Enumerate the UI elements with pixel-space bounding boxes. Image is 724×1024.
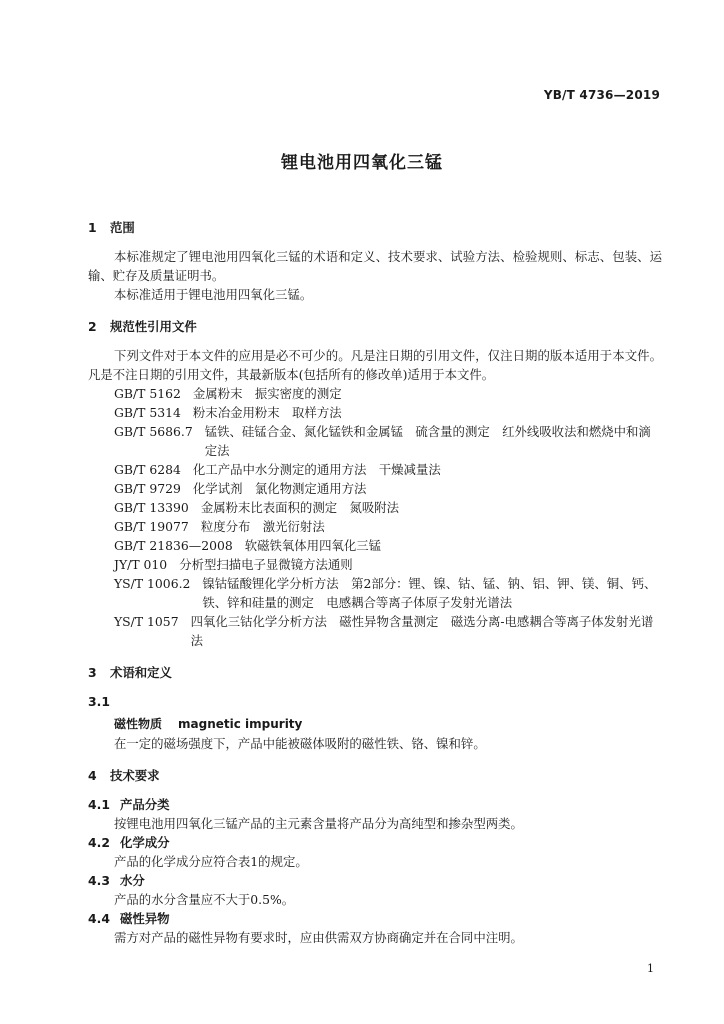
reference-title: 四氧化三钴化学分析方法 磁性异物含量测定 磁选分离-电感耦合等离子体发射光谱法: [190, 614, 654, 648]
section-number: 1: [88, 220, 97, 235]
subsection-title: 磁性异物: [120, 911, 170, 926]
reference-title: 粒度分布 激光衍射法: [200, 519, 325, 534]
reference-item: [88, 555, 662, 574]
section-title: 技术要求: [110, 768, 160, 783]
document-body: [88, 218, 662, 947]
paragraph: 产品的化学成分应符合表1的规定。: [114, 854, 308, 869]
subsection-title: 产品分类: [120, 797, 170, 812]
section-1-heading: [88, 218, 662, 237]
reference-item: [88, 479, 662, 498]
section-4-heading: [88, 766, 662, 785]
reference-code: JY/T 010: [114, 557, 168, 572]
subsection-heading: [88, 909, 662, 928]
reference-title: 粉末冶金用粉末 取样方法: [192, 405, 342, 420]
document-title: 锂电池用四氧化三锰: [281, 153, 443, 173]
section-title: 规范性引用文件: [110, 319, 197, 334]
reference-code: YS/T 1057: [114, 614, 179, 629]
reference-code: GB/T 19077: [114, 519, 189, 534]
section-3-heading: [88, 663, 662, 682]
reference-code: GB/T 21836—2008: [114, 538, 233, 553]
standard-code: YB/T 4736—2019: [543, 88, 660, 102]
paragraph: 下列文件对于本文件的应用是必不可少的。凡是注日期的引用文件，仅注日期的版本适用于本文件。凡是不注日期的引用文件，其最新版本(包括所有的修改单)适用于本文件。: [88, 348, 662, 382]
paragraph: 产品的水分含量应不大于0.5%。: [114, 892, 295, 907]
subsection-title: 水分: [120, 873, 145, 888]
reference-item: [88, 612, 662, 650]
reference-code: GB/T 5686.7: [114, 424, 193, 439]
reference-code: GB/T 5162: [114, 386, 181, 401]
reference-title: 锰铁、硅锰合金、氮化锰铁和金属锰 硫含量的测定 红外线吸收法和燃烧中和滴定法: [204, 424, 651, 458]
subsection-number: 3.1: [88, 694, 110, 709]
reference-title: 化学试剂 氯化物测定通用方法: [192, 481, 367, 496]
reference-title: 金属粉末比表面积的测定 氮吸附法: [200, 500, 400, 515]
term-english: magnetic impurity: [178, 717, 303, 731]
reference-title: 软磁铁氧体用四氧化三锰: [244, 538, 382, 553]
subsection-heading: [88, 833, 662, 852]
paragraph: 按锂电池用四氧化三锰产品的主元素含量将产品分为高纯型和掺杂型两类。: [114, 816, 523, 831]
reference-code: GB/T 9729: [114, 481, 181, 496]
reference-title: 镍钴锰酸锂化学分析方法 第2部分：锂、镍、钴、锰、钠、铝、钾、镁、铜、钙、铁、锌和硅量的测定 电感耦合等离子体原子发射光谱法: [202, 576, 657, 610]
reference-code: GB/T 6284: [114, 462, 181, 477]
term-definition: 在一定的磁场强度下，产品中能被磁体吸附的磁性铁、铬、镍和锌。: [114, 736, 486, 751]
reference-code: YS/T 1006.2: [114, 576, 191, 591]
subsection-number: 4.2: [88, 835, 110, 850]
reference-title: 金属粉末 振实密度的测定: [192, 386, 342, 401]
paragraph: 本标准适用于锂电池用四氧化三锰。: [114, 287, 313, 302]
section-2-heading: [88, 317, 662, 336]
reference-item: [88, 384, 662, 403]
reference-title: 分析型扫描电子显微镜方法通则: [179, 557, 353, 572]
reference-title: 化工产品中水分测定的通用方法 干燥减量法: [192, 462, 441, 477]
subsection-number: 4.1: [88, 797, 110, 812]
paragraph: 本标准规定了锂电池用四氧化三锰的术语和定义、技术要求、试验方法、检验规则、标志、包装、运输、贮存及质量证明书。: [88, 249, 662, 283]
reference-item: [88, 498, 662, 517]
term-entry: [88, 715, 662, 734]
section-title: 范围: [110, 220, 135, 235]
reference-code: GB/T 5314: [114, 405, 181, 420]
section-title: 术语和定义: [110, 665, 172, 680]
subsection-title: 化学成分: [120, 835, 170, 850]
reference-item: [88, 460, 662, 479]
section-number: 3: [88, 665, 97, 680]
section-number: 4: [88, 768, 97, 783]
subsection-heading: [88, 795, 662, 814]
subsection-heading: [88, 871, 662, 890]
reference-item: [88, 403, 662, 422]
term-chinese: 磁性物质: [114, 717, 163, 731]
reference-item: [88, 536, 662, 555]
reference-item: [88, 517, 662, 536]
reference-item: [88, 574, 662, 612]
paragraph: 需方对产品的磁性异物有要求时，应由供需双方协商确定并在合同中注明。: [114, 930, 523, 945]
page-number: 1: [647, 962, 654, 975]
subsection-number: 4.4: [88, 911, 110, 926]
reference-item: [88, 422, 662, 460]
reference-code: GB/T 13390: [114, 500, 189, 515]
section-number: 2: [88, 319, 97, 334]
subsection-number: 4.3: [88, 873, 110, 888]
